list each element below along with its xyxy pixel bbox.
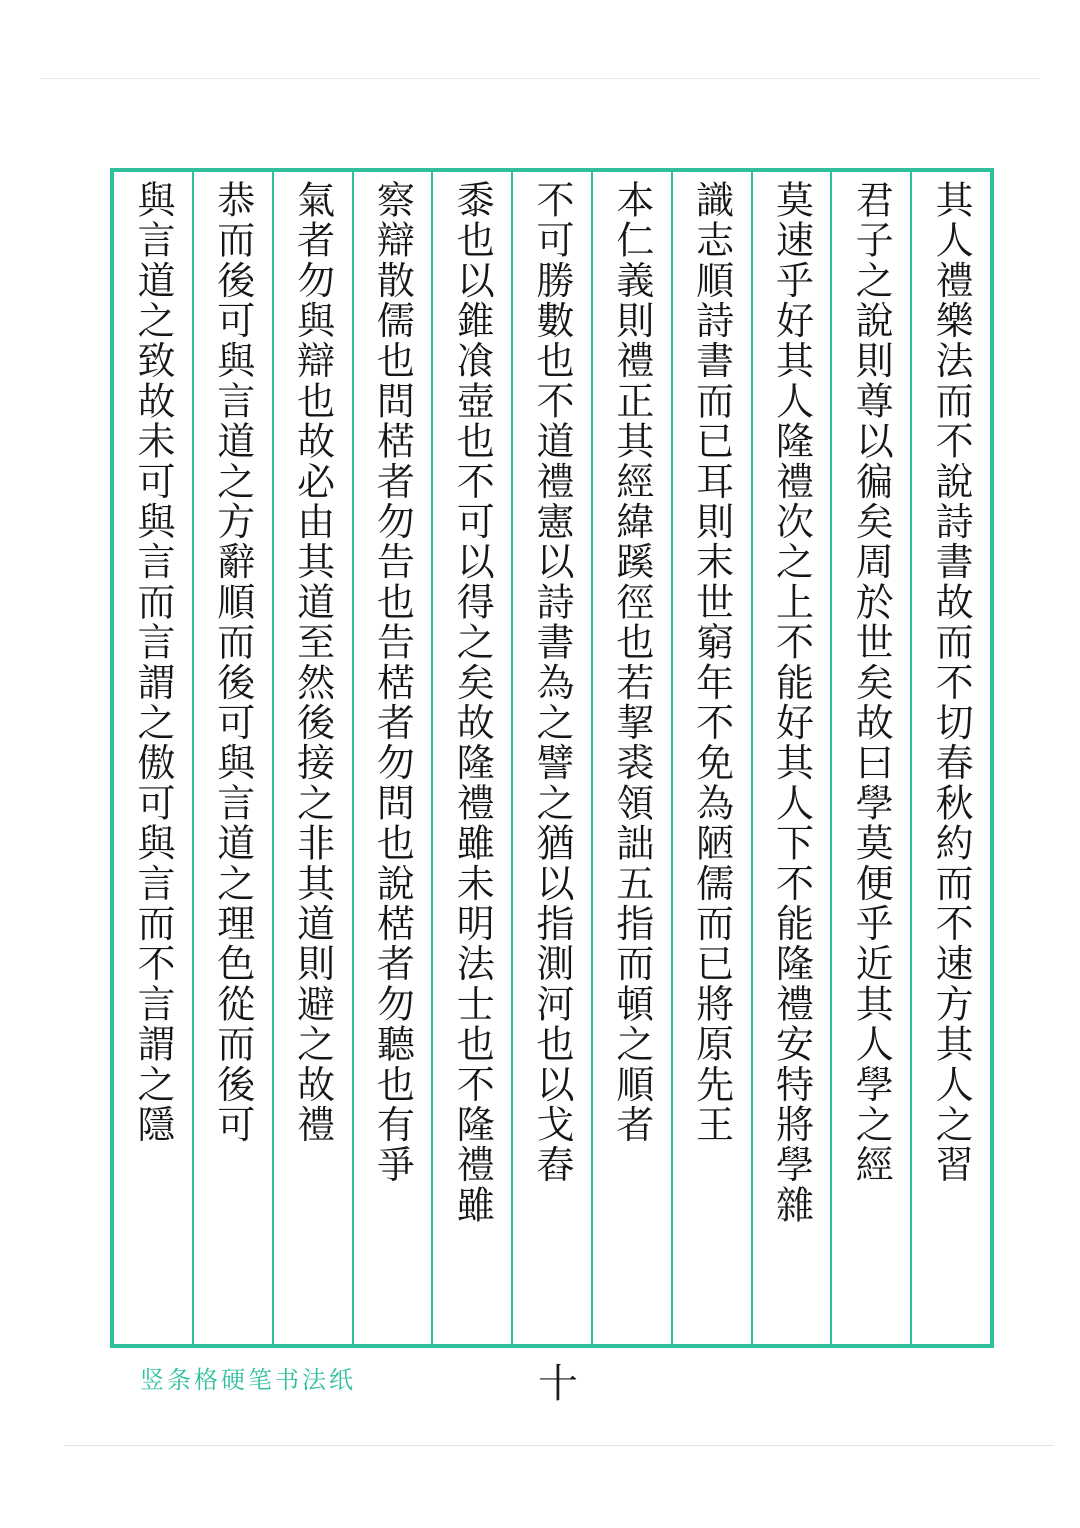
- page-edge-bottom: [64, 1445, 1054, 1446]
- grid-column-9: [272, 172, 352, 1344]
- grid-column-10: [192, 172, 272, 1344]
- column-text: 本仁義則禮正其經緯蹊徑也若挈裘領詘五指而頓之順者: [609, 180, 654, 1145]
- column-text: 察辯散儒也問楛者勿告也告楛者勿問也說楛者勿聽也有爭: [370, 180, 415, 1185]
- grid-column-11: [114, 172, 192, 1344]
- grid-column-4: [671, 172, 751, 1344]
- grid-column-1: [910, 172, 990, 1344]
- column-text: 識志順詩書而已耳則末世窮年不免為陋儒而已將原先王: [689, 180, 734, 1145]
- column-text: 與言道之致故未可與言而言謂之傲可與言而不言謂之隱: [130, 180, 175, 1145]
- grid-column-2: [830, 172, 910, 1344]
- column-text: 其人禮樂法而不說詩書故而不切春秋約而不速方其人之習: [929, 180, 974, 1185]
- grid-column-3: [751, 172, 831, 1344]
- column-text: 黍也以錐飡壺也不可以得之矣故隆禮雖未明法士也不隆禮雖: [450, 180, 495, 1226]
- column-text: 不可勝數也不道禮憲以詩書為之譬之猶以指測河也以戈舂: [530, 180, 575, 1185]
- paper-label: 竖条格硬笔书法纸: [140, 1366, 356, 1394]
- grid-column-6: [511, 172, 591, 1344]
- page-number: 十: [538, 1361, 578, 1407]
- grid-column-7: [431, 172, 511, 1344]
- grid-column-5: [591, 172, 671, 1344]
- grid-column-8: [352, 172, 432, 1344]
- column-text: 君子之說則尊以徧矣周於世矣故曰學莫便乎近其人學之經: [849, 180, 894, 1185]
- column-text: 恭而後可與言道之方辭順而後可與言道之理色從而後可: [210, 180, 255, 1145]
- column-text: 氣者勿與辯也故必由其道至然後接之非其道則避之故禮: [290, 180, 335, 1145]
- column-text: 莫速乎好其人隆禮次之上不能好其人下不能隆禮安特將學雜: [769, 180, 814, 1226]
- vertical-grid-paper: [110, 168, 994, 1348]
- page-edge-top: [40, 78, 1040, 79]
